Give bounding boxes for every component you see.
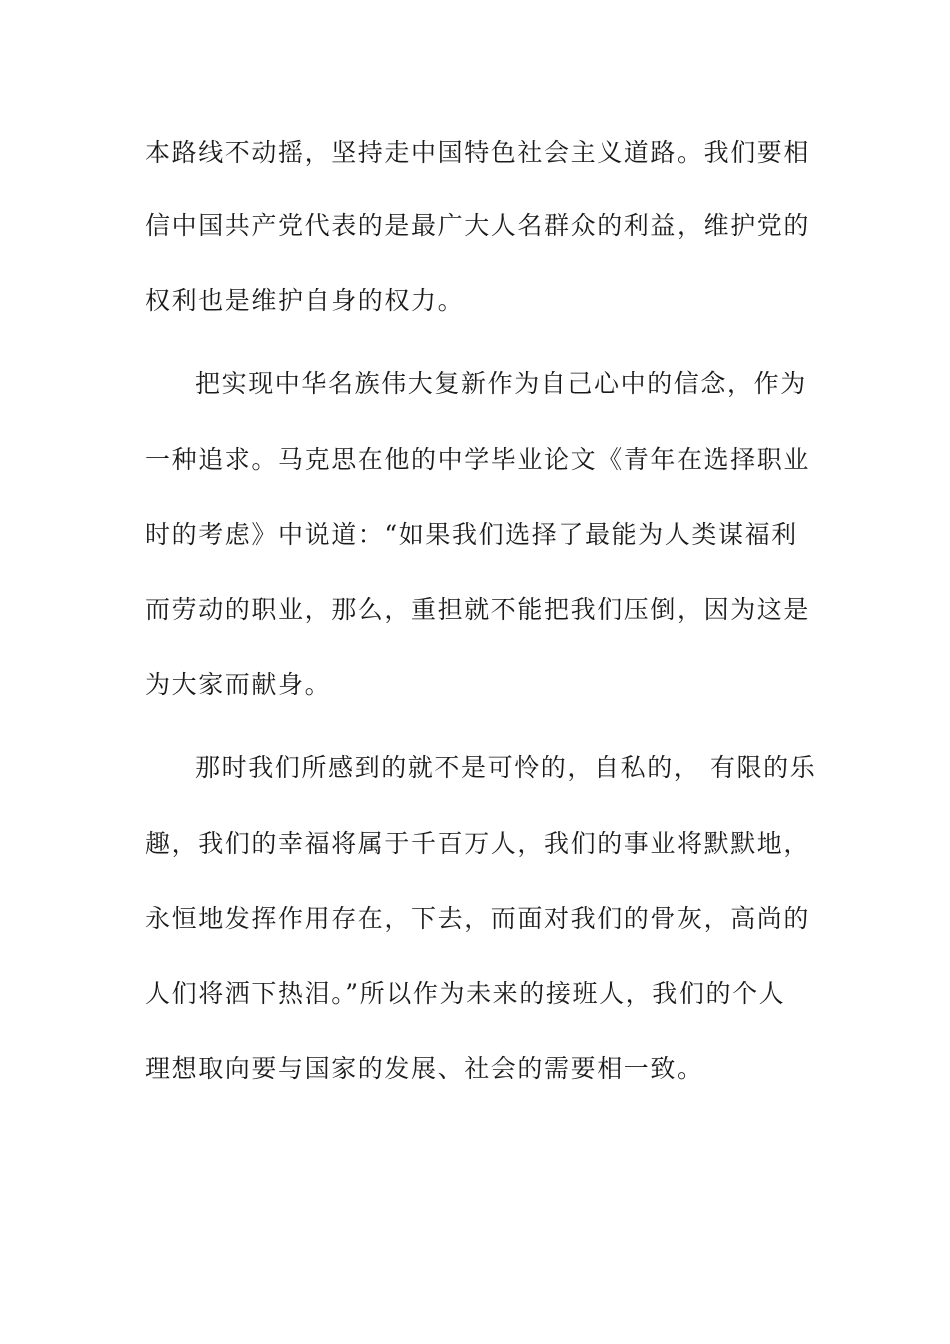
text-line: 趣，我们的幸福将属于千百万人，我们的事业将默默地， (145, 829, 811, 858)
text-line: 人们将洒下热泪。”所以作为未来的接班人，我们的个人 (145, 979, 786, 1008)
text-line: 那时我们所感到的就不是可怜的，自私的， 有限的乐 (195, 753, 817, 782)
text-line: 权利也是维护自身的权力。 (145, 286, 465, 315)
text-line: 时的考虑》中说道：“如果我们选择了最能为人类谋福利 (145, 520, 798, 549)
text-line: 把实现中华名族伟大复新作为自己心中的信念，作为 (195, 369, 807, 398)
text-line: 为大家而献身。 (145, 670, 332, 699)
text-line: 理想取向要与国家的发展、社会的需要相一致。 (145, 1054, 704, 1083)
text-line: 本路线不动摇，坚持走中国特色社会主义道路。我们要相 (145, 138, 811, 167)
text-line: 信中国共产党代表的是最广大人名群众的利益，维护党的 (145, 211, 811, 240)
text-line: 而劳动的职业，那么，重担就不能把我们压倒，因为这是 (145, 595, 811, 624)
text-line: 一种追求。马克思在他的中学毕业论文《青年在选择职业 (145, 445, 811, 474)
text-line: 永恒地发挥作用存在，下去，而面对我们的骨灰，高尚的 (145, 904, 811, 933)
